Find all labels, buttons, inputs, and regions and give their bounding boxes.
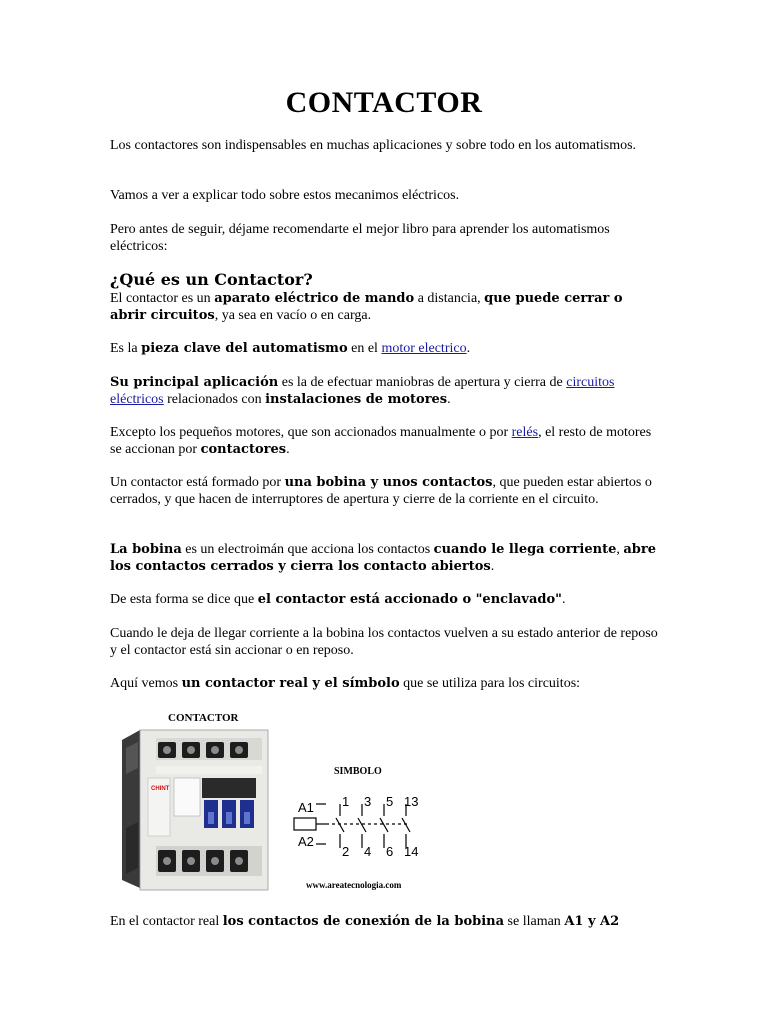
paragraph-coil: La bobina es un electroimán que acciona los contactos cuando le llega corriente, abre los contactos cerrados y cierra los contacto abiertos. [110,542,656,574]
page-title: CONTACTOR [285,86,483,119]
paragraph-explain: Vamos a ver a explicar todo sobre estos mecanimos eléctricos. [110,188,460,203]
terminal-bottom-6: 6 [386,844,394,859]
paragraph-coil-terminals: En el contactor real los contactos de conexión de la bobina se llaman A1 y A2 [110,914,620,929]
terminal-bottom-14: 14 [404,844,419,859]
brand-label: CHINT [151,786,170,792]
terminal-top-3: 3 [364,794,372,809]
paragraph-key-piece: Es la pieza clave del automatismo en el motor electrico. [110,341,471,356]
paragraph-engaged: De esta forma se dice que el contactor está accionado o "enclavado". [110,592,566,607]
coil-label-a1: A1 [298,800,314,815]
coil-label-a2: A2 [298,834,314,849]
terminal-top-5: 5 [386,794,394,809]
terminal-top-1: 1 [342,794,350,809]
terminal-bottom-4: 4 [364,844,372,859]
contactor-device [122,730,268,890]
paragraph-book: Pero antes de seguir, déjame recomendarte el mejor libro para aprender los automatismos eléctricos: [110,222,610,254]
contactor-illustration [112,708,428,900]
paragraph-definition: El contactor es un aparato eléctrico de mando a distancia, que puede cerrar o abrir circuitos, ya sea en vacío o en carga. [110,291,623,323]
paragraph-figure-intro: Aquí vemos un contactor real y el símbolo que se utiliza para los circuitos: [110,676,581,691]
terminal-bottom-2: 2 [342,844,350,859]
paragraph-rest: Cuando le deja de llegar corriente a la bobina los contactos vuelven a su estado anterior de reposo y el contactor está sin accionar o en reposo. [110,626,658,658]
website-watermark: www.areatecnologia.com [306,880,402,890]
reles-link[interactable]: relés [511,425,539,440]
paragraph-motors: Excepto los pequeños motores, que son accionados manualmente o por relés, el resto de motores se accionan por contactores. [110,425,652,457]
paragraph-composition: Un contactor está formado por una bobina y unos contactos, que pueden estar abiertos o cerrados, y que hacen de interruptores de apertura y cierre de la corriente en el circuito. [110,475,652,507]
terminal-top-13: 13 [404,794,419,809]
figure-label: CONTACTOR [168,712,239,724]
intro-paragraph: Los contactores son indispensables en muchas aplicaciones y sobre todo en los automatismos. [110,138,637,153]
contactor-figure [112,708,428,900]
circuitos-electricos-link[interactable]: circuitos eléctricos [110,375,615,407]
section-heading: ¿Qué es un Contactor? [110,270,313,289]
motor-electrico-link[interactable]: motor electrico [381,341,467,356]
symbol-title: SIMBOLO [334,766,382,777]
paragraph-application: Su principal aplicación es la de efectuar maniobras de apertura y cierra de circuitos eléctricos relacionados con instalaciones de motores. [110,375,615,407]
